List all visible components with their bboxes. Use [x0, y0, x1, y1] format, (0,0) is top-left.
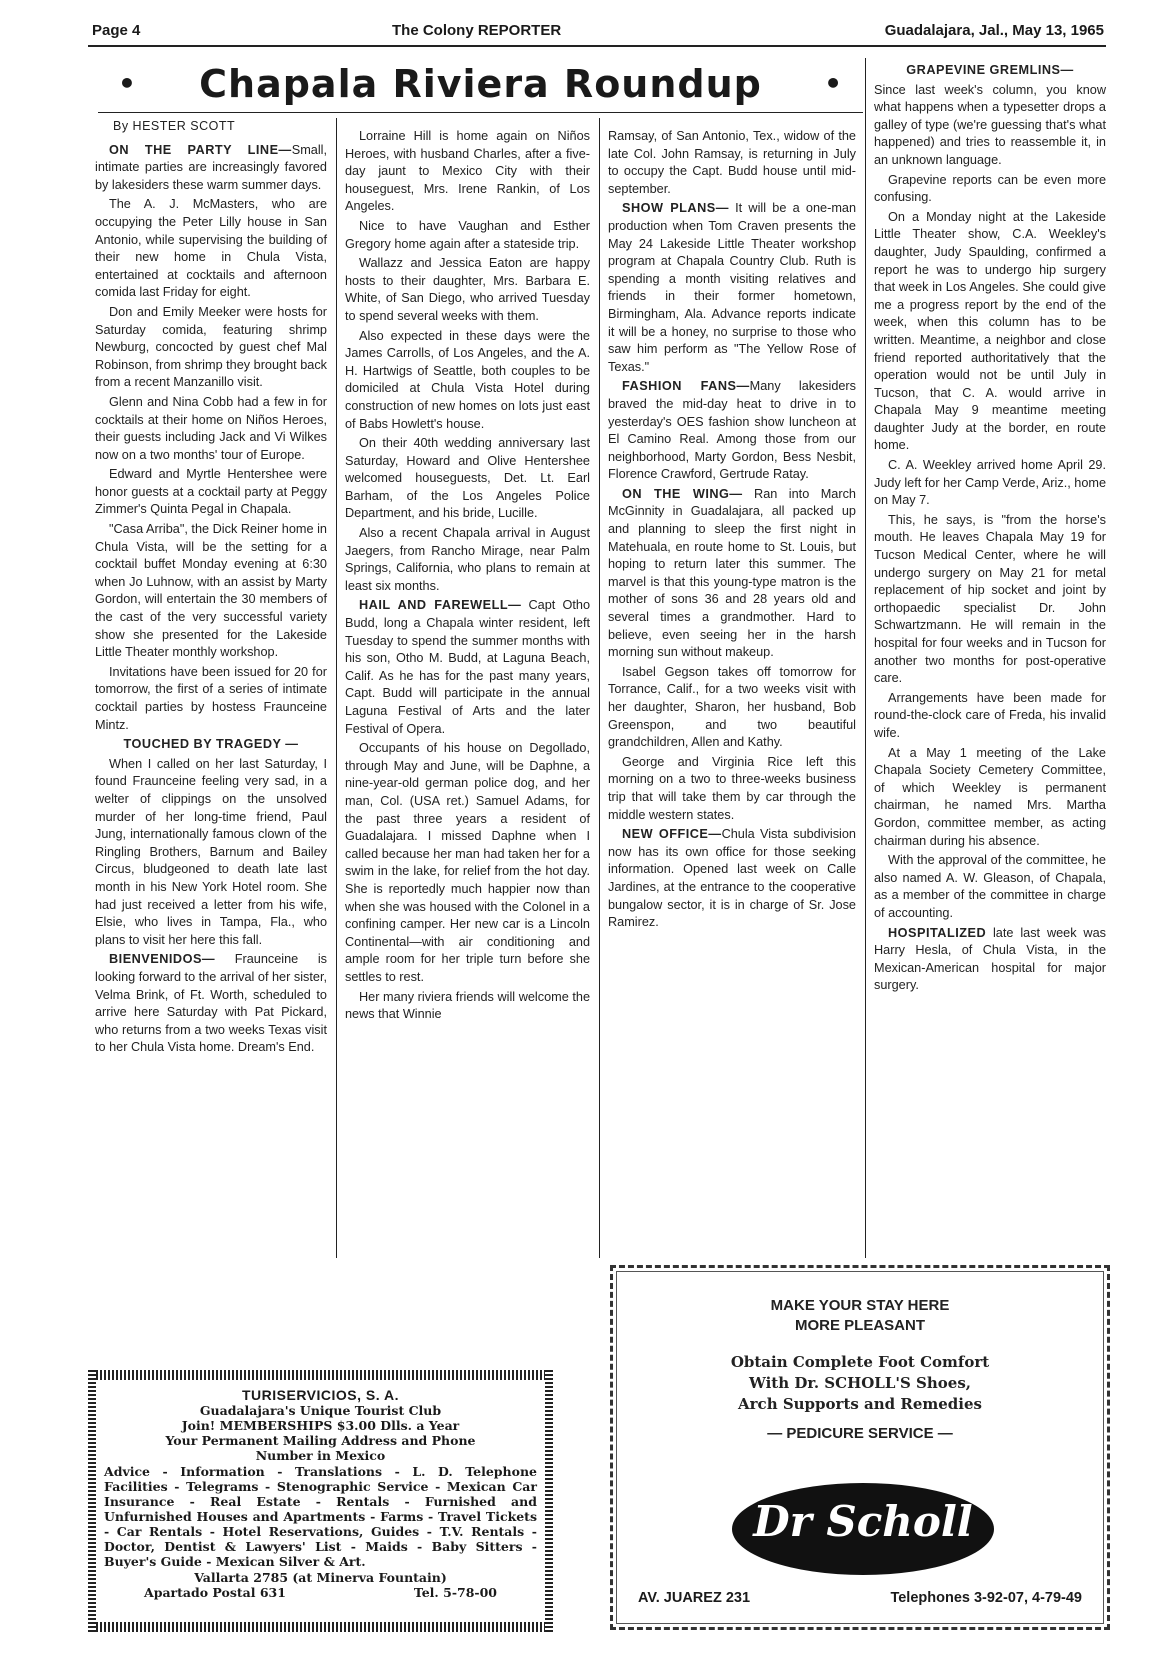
article-paragraph [345, 218, 590, 253]
paragraph-text: Arrangements have been made for round-the-clock care of Freda, his invalid wife. [874, 690, 1106, 740]
column-4 [874, 62, 1106, 997]
section-heading: TOUCHED BY TRAGEDY — [123, 737, 299, 752]
article-paragraph [874, 209, 1106, 455]
article-paragraph [608, 486, 856, 662]
section-heading: HOSPITALIZED [888, 925, 987, 940]
paragraph-text: Also a recent Chapala arrival in August Jaegers, from Rancho Mirage, near Palm Springs, California, who plans to remain at least six months. [345, 526, 590, 593]
section-heading: NEW OFFICE— [622, 827, 722, 842]
turiservicios-postal: Apartado Postal 631 [144, 1585, 286, 1600]
scholl-line-1: Obtain Complete Foot Comfort [730, 1353, 990, 1371]
dateline: Guadalajara, Jal., May 13, 1965 [884, 22, 1104, 39]
scholl-footer [638, 1590, 1082, 1606]
column-rule-1 [336, 118, 337, 1258]
paragraph-text: Many lakesiders braved the mid-day heat to drive in to yesterday's OES fashion show luncheon at El Camino Real. Among those from our neighborhood, Marty Gordon, Bess Nesbit, Florence Crawford, Gertrude Ratay. [608, 379, 856, 482]
ad-border-bottom [88, 1622, 553, 1632]
paragraph-text: On a Monday night at the Lakeside Little Theater show, C.A. Weekley's daughter, Judy Spaulding, confirmed a report he was to undergo hip surgery that week in Los Angeles. She could give me a progress report by the end of the week, when this column has to be written. Meantime, a neighbor and close friend reported authoritatively that the operation would not be until July in Tucson, that C. A. would arrive in Chapala May 9 meantime meeting daughter Judy at the border, en route home. [874, 209, 1106, 453]
dr-scholl-logo-text: Dr Scholl [753, 1497, 973, 1546]
headline-text: Chapala Riviera Roundup [199, 62, 762, 106]
paragraph-text: Glenn and Nina Cobb had a few in for cocktails at their home on Niños Heroes, their guests including Jack and Vi Wilkes now on a two months' tour of Europe. [95, 394, 327, 462]
article-paragraph [345, 328, 590, 434]
article-paragraph [95, 756, 327, 950]
paragraph-text: Since last week's column, you know what happens when a typesetter drops a galley of type (we're guessing that's what happened) and tries to reassemble it, in an unknown language. [874, 82, 1106, 167]
dr-scholl-logo [732, 1483, 994, 1575]
article-paragraph [345, 255, 590, 325]
column-2-body [345, 128, 590, 1024]
article-paragraph [874, 512, 1106, 688]
article-paragraph [874, 745, 1106, 851]
paragraph-text: It will be a one-man production when Tom Craven presents the May 24 Lakeside Little Theater workshop program at Chapala Country Club. Ruth is spending a month visiting relatives and friends in their former hometown, Birmingham, Ala. Advance reports indicate it will be a honey, no surprise to those who saw him perform as "The Yellow Rose of Texas." [608, 201, 856, 374]
scholl-service: — PEDICURE SERVICE — [767, 1425, 953, 1442]
section-heading: ON THE WING— [622, 486, 743, 501]
dr-scholl-ad [610, 1265, 1110, 1630]
turiservicios-line4: Number in Mexico [255, 1448, 386, 1463]
article-paragraph [95, 951, 327, 1057]
column-1 [95, 118, 327, 1059]
section-heading: ON THE PARTY LINE— [109, 142, 292, 157]
column-1-body [95, 142, 327, 1057]
paragraph-text: late last week was Harry Hesla, of Chula Vista, in the Mexican-American hospital for major surgery. [874, 925, 1106, 993]
article-paragraph [95, 304, 327, 392]
scholl-line-3: Arch Supports and Remedies [738, 1395, 982, 1413]
paragraph-text: Chula Vista subdivision now has its own office for those seeking information. Opened last week on Calle Jardines, at the entrance to the cooperative bungalow sector, it is in charge of Sr. Jose Ramirez. [608, 827, 856, 930]
ad-border-right [545, 1370, 553, 1632]
article-paragraph [608, 200, 856, 376]
page-number: Page 4 [92, 22, 141, 39]
headline-bullet-left: • [118, 67, 137, 100]
article-paragraph [874, 852, 1106, 922]
paragraph-text: Small, intimate parties are increasingly favored by lakesiders these warm summer days. [95, 142, 327, 192]
paragraph-text: Nice to have Vaughan and Esther Gregory home again after a stateside trip. [345, 218, 590, 251]
article-paragraph [874, 457, 1106, 510]
ad-border-top [88, 1370, 553, 1380]
paragraph-text: George and Virginia Rice left this morning on a two to three-weeks business trip that will take them by car through the middle western states. [608, 754, 856, 822]
column-3 [608, 128, 856, 934]
article-paragraph [874, 690, 1106, 743]
turiservicios-line1: Guadalajara's Unique Tourist Club [199, 1403, 442, 1418]
paragraph-text: Lorraine Hill is home again on Niños Heroes, with husband Charles, after a five-day jaunt to Mexico City with their houseguest, Mrs. Irene Rankin, of Los Angeles. [345, 129, 590, 214]
paragraph-text: Ran into March McGinnity in Guadalajara, all packed up and planning to sleep the first night in Matehuala, en route home to St. Louis, but hoping to return later this summer. The marvel is that this young-type matron is the mother of sons 36 and 28 years old and several times a grandmother. Hard to believe, even seeing her in the harsh morning sun without makeup. [608, 486, 856, 660]
paragraph-text: Ramsay, of San Antonio, Tex., widow of the late Col. John Ramsay, is returning in July to occupy the Capt. Budd house until mid-september. [608, 129, 856, 196]
section-heading: SHOW PLANS— [622, 201, 729, 216]
article-paragraph [345, 597, 590, 738]
scholl-address: AV. JUAREZ 231 [638, 1590, 751, 1606]
article-paragraph [95, 521, 327, 662]
paragraph-text: This, he says, is "from the horse's mouth. He leaves Chapala May 19 for Tucson Medical Center, where he will undergo surgery on May 21 for metal replacement of hip socket and joint by orthopaedic specialist Dr. John Schwartzmann. He will remain in the hospital for four weeks and in Tucson for another two months for post-operative care. [874, 512, 1106, 686]
turiservicios-contact [104, 1585, 537, 1600]
paragraph-text: Don and Emily Meeker were hosts for Saturday comida, featuring shrimp Newburg, concocted by guest chef Mal Robinson, from shrimp they brought back from a recent Manzanillo visit. [95, 304, 328, 390]
article-paragraph [95, 664, 327, 734]
paragraph-text: Capt Otho Budd, long a Chapala winter resident, left Tuesday to spend the summer months with his son, Otho M. Budd, at Laguna Beach, Calif. As he has for the past many years, Capt. Budd will participate in the annual Laguna Festival of Arts and the later Festival of Opera. [345, 598, 591, 736]
paragraph-text: C. A. Weekley arrived home April 29. Judy left for her Camp Verde, Ariz., home on May 7. [874, 458, 1107, 508]
article-paragraph [345, 740, 590, 986]
paragraph-text: Fraunceine is looking forward to the arrival of her sister, Velma Brink, of Ft. Worth, scheduled to arrive here Saturday with Pat Pickard, who returns from a two weeks Texas visit to her Chula Vista home. Dream's End. [95, 952, 328, 1055]
section-heading: FASHION FANS— [622, 379, 750, 394]
headline-rule [98, 112, 863, 113]
turiservicios-tel: Tel. 5-78-00 [413, 1585, 497, 1600]
turiservicios-line3: Your Permanent Mailing Address and Phone [165, 1433, 476, 1448]
section-heading: BIENVENIDOS— [109, 952, 216, 967]
article-paragraph [345, 525, 590, 595]
paragraph-text: With the approval of the committee, he also named A. W. Gleason, of Chapala, as a member of the committee in charge of accounting. [874, 853, 1106, 920]
scholl-phones: Telephones 3-92-07, 4-79-49 [890, 1590, 1082, 1606]
article-paragraph [95, 466, 327, 519]
turiservicios-ad-body [104, 1388, 537, 1600]
section-heading: GRAPEVINE GREMLINS— [906, 63, 1074, 77]
scholl-headline-1: MAKE YOUR STAY HERE [770, 1297, 950, 1314]
headline [98, 58, 863, 110]
article-paragraph [95, 394, 327, 464]
turiservicios-services: Advice - Information - Translations - L. D. Telephone Facilities - Telegrams - Stenographic Service - Mexican Car Insurance - Real Estate - Rentals - Furnished and Unfurnished Houses and Apartments - Farms - Travel Tickets - Car Rentals - Hotel Reservations, Guides - T.V. Rentals - Doctor, Dentist & Lawyers' List - Maids - Baby Sitters - Buyer's Guide - Mexican Silver & Art. [104, 1464, 537, 1569]
header-rule [88, 45, 1106, 47]
turiservicios-name: TURISERVICIOS, S. A. [241, 1387, 400, 1403]
paragraph-text: Edward and Myrtle Hentershee were honor guests at a cocktail party at Peggy Zimmer's Quinta Pegal in Chapala. [95, 467, 327, 517]
article-paragraph [95, 196, 327, 302]
turiservicios-ad [88, 1370, 553, 1632]
article-paragraph [345, 989, 590, 1024]
paragraph-text: On their 40th wedding anniversary last Saturday, Howard and Olive Hentershee welcomed houseguests, Det. Lt. Earl Barham, of the Los Angeles Police Department, and his bride, Lucille. [345, 436, 590, 521]
article-paragraph [345, 128, 590, 216]
article-paragraph [874, 925, 1106, 995]
paragraph-text: "Casa Arriba", the Dick Reiner home in Chula Vista, will be the setting for a cocktail buffet Monday evening at 6:30 when Jo Luhnow, with an assist by Marty Gordon, will entertain the 30 members of the cast of the very successful variety show she presented for the Lakeside Little Theater monthly workshop. [95, 522, 327, 660]
column-2 [345, 128, 590, 1026]
article-paragraph [608, 128, 856, 198]
page-header [92, 22, 1104, 44]
paragraph-text: Occupants of his house on Degollado, through May and June, will be Daphne, a nine-year-old german police dog, and her man, Col. (USA ret.) Samuel Adams, for the past three years a resident of Guadalajara. I missed Daphne when I called because her man had taken her for a swim in the lake, for relief from the hot day. She is reportedly much happier now than when she was housed with the Colonel in a confining camper. Her new car is a Lincoln Continental—with air conditioning and ample room for her triple turn before she settles to rest. [345, 741, 590, 984]
article-paragraph [874, 82, 1106, 170]
headline-bullet-right: • [824, 67, 843, 100]
column-4-body [874, 62, 1106, 995]
paragraph-text: Grapevine reports can be even more confusing. [874, 172, 1106, 205]
column-3-body [608, 128, 856, 932]
paragraph-text: Wallazz and Jessica Eaton are happy hosts to their daughter, Mrs. Barbara E. White, of San Diego, who arrived Tuesday to spend several weeks with them. [345, 256, 590, 323]
column-rule-2 [599, 118, 600, 1258]
turiservicios-line2: Join! MEMBERSHIPS $3.00 Dlls. a Year [181, 1418, 460, 1433]
article-paragraph [608, 378, 856, 484]
scholl-headline-2: MORE PLEASANT [794, 1317, 925, 1334]
paragraph-text: Invitations have been issued for 20 for tomorrow, the first of a series of intimate cocktail parties by hostess Fraunceine Mintz. [95, 664, 327, 732]
byline: By HESTER SCOTT [113, 119, 236, 133]
article-paragraph [345, 435, 590, 523]
paragraph-text: At a May 1 meeting of the Lake Chapala Society Cemetery Committee, of which Weekley is permanent chairman, he named Mrs. Martha Gordon, committee member, as acting chairman during his absence. [874, 745, 1106, 848]
ad-border-left [88, 1370, 96, 1632]
article-paragraph [608, 664, 856, 752]
article-paragraph [95, 736, 327, 754]
article-paragraph [608, 826, 856, 932]
article-paragraph [95, 142, 327, 195]
scholl-line-2: With Dr. SCHOLL'S Shoes, [748, 1374, 972, 1392]
newspaper-name: The Colony REPORTER [392, 22, 562, 39]
paragraph-text: Isabel Gegson takes off tomorrow for Torrance, Calif., for a two weeks visit with her daughter, Sharon, her husband, Bob Greenspon, and two beautiful grandchildren, Allen and Kathy. [608, 664, 856, 750]
paragraph-text: The A. J. McMasters, who are occupying the Peter Lilly house in San Antonio, while supervising the building of their new home in Chula Vista, entertained at cocktails and afternoon comida last Friday for eight. [95, 197, 327, 300]
article-paragraph [608, 754, 856, 824]
article-paragraph [874, 172, 1106, 207]
paragraph-text: Her many riviera friends will welcome the news that Winnie [345, 989, 590, 1022]
article-paragraph [874, 62, 1106, 80]
paragraph-text: When I called on her last Saturday, I found Fraunceine feeling very sad, in a welter of clippings on the unsolved murder of her long-time friend, Paul Jung, internationally famous clown of the Ringling Brothers, Barnum and Bailey Circus, bludgeoned to death late last month in his New York Hotel room. She had just received a letter from his wife, Elsie, who lives in Tampa, Fla., who plans to visit her here this fall. [95, 756, 327, 947]
column-rule-3 [865, 58, 866, 1258]
turiservicios-address: Vallarta 2785 (at Minerva Fountain) [194, 1570, 447, 1585]
paragraph-text: Also expected in these days were the James Carrolls, of Los Angeles, and the A. H. Hartwigs of Seattle, both couples to be domiciled at Chula Vista Hotel during construction of new homes on lots just east of Babs Howlett's house. [345, 328, 590, 431]
section-heading: HAIL AND FAREWELL— [359, 598, 522, 613]
